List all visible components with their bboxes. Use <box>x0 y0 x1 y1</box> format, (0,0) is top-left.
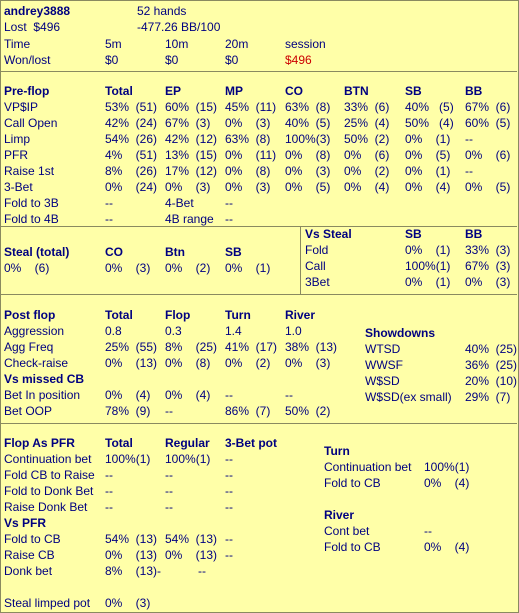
showdown-label: WTSD <box>365 342 401 356</box>
flop-pfr-col-regular: Regular <box>165 436 210 450</box>
fold-to-4bet-value: -- <box>105 212 113 226</box>
preflop-cell: 63% (8) <box>285 100 331 114</box>
preflop-row-label: PFR <box>4 148 28 162</box>
vs-pfr-title: Vs PFR <box>4 516 47 530</box>
preflop-cell: 60% (5) <box>465 116 511 130</box>
vs-steal-col-sb: SB <box>405 227 422 241</box>
postflop-cell: -- <box>165 404 173 418</box>
bb-rate: -477.26 BB/100 <box>137 20 221 34</box>
four-bet-value: -- <box>225 196 233 210</box>
preflop-cell: 0% (6) <box>465 148 511 162</box>
time-col-10m: 10m <box>165 37 189 51</box>
divider <box>1 71 517 72</box>
river-title: River <box>324 508 355 522</box>
vs-missed-cb-title: Vs missed CB <box>4 372 85 386</box>
flop-pfr-cell: -- <box>105 500 113 514</box>
vs-steal-sb: 0% (1) <box>405 275 451 289</box>
showdown-value: 40% (25) <box>465 342 518 356</box>
vs-steal-row-label: Fold <box>305 243 329 257</box>
preflop-row-label: VP$IP <box>4 100 39 114</box>
preflop-col-total: Total <box>105 84 133 98</box>
showdown-label: W$SD <box>365 374 400 388</box>
postflop-cell: -- <box>225 388 233 402</box>
preflop-cell: 0% (3) <box>285 164 331 178</box>
wonlost-session: $496 <box>285 53 312 67</box>
flop-pfr-title: Flop As PFR <box>4 436 75 450</box>
vs-steal-col-bb: BB <box>465 227 483 241</box>
showdown-value: 29% (7) <box>465 390 511 404</box>
preflop-cell: 0% (3) <box>225 180 271 194</box>
river-row-label: Fold to CB <box>324 540 381 554</box>
divider <box>300 226 301 294</box>
postflop-cell: 86% (7) <box>225 404 271 418</box>
vs-steal-title: Vs Steal <box>305 227 352 241</box>
preflop-row-label: Call Open <box>4 116 58 130</box>
flop-pfr-row-label: Fold to Donk Bet <box>4 484 94 498</box>
postflop-cell: 0% (8) <box>165 356 211 370</box>
showdown-value: 20% (10) <box>465 374 518 388</box>
time-col-session: session <box>285 37 326 51</box>
postflop-col-turn: Turn <box>225 308 251 322</box>
flop-pfr-cell: -- <box>165 500 173 514</box>
four-bet-label: 4-Bet <box>165 196 194 210</box>
wonlost-20m: $0 <box>225 53 239 67</box>
postflop-row-label: Aggression <box>4 324 65 338</box>
preflop-cell: 40% (5) <box>285 116 331 130</box>
postflop-row-label: Bet In position <box>4 388 81 402</box>
preflop-cell: -- <box>465 132 473 146</box>
preflop-cell: 0% (1) <box>405 164 451 178</box>
postflop-cell: 0% (3) <box>285 356 331 370</box>
vs-pfr-row-label: Donk bet <box>4 564 53 578</box>
flop-pfr-cell: -- <box>105 468 113 482</box>
steal-sb: 0% (1) <box>225 261 271 275</box>
flop-pfr-cell: -- <box>225 500 233 514</box>
postflop-cell: 38% (13) <box>285 340 338 354</box>
postflop-col-river: River <box>285 308 316 322</box>
postflop-cell: 0% (2) <box>225 356 271 370</box>
preflop-cell: 63% (8) <box>225 132 271 146</box>
vs-steal-bb: 33% (3) <box>465 243 511 257</box>
turn-row-value: 100%(1) <box>424 460 470 474</box>
player-name: andrey3888 <box>4 4 71 18</box>
turn-row-value: 0% (4) <box>424 476 470 490</box>
preflop-col-sb: SB <box>405 84 422 98</box>
postflop-row-label: Bet OOP <box>4 404 53 418</box>
lost-amount: Lost $496 <box>4 20 61 34</box>
preflop-row-label: Raise 1st <box>4 164 55 178</box>
showdown-label: W$SD(ex small) <box>365 390 452 404</box>
preflop-cell: 50% (4) <box>405 116 454 130</box>
fold-to-3bet-value: -- <box>105 196 113 210</box>
postflop-cell: 8% (25) <box>165 340 218 354</box>
flop-pfr-cell: -- <box>105 484 113 498</box>
divider <box>1 294 517 295</box>
preflop-cell: 0% (8) <box>285 148 331 162</box>
wonlost-10m: $0 <box>165 53 179 67</box>
four-bet-range-label: 4B range <box>165 212 214 226</box>
hands-count: 52 hands <box>137 4 187 18</box>
preflop-cell: 0% (3) <box>165 180 211 194</box>
flop-pfr-cell: -- <box>225 468 233 482</box>
postflop-row-label: Agg Freq <box>4 340 54 354</box>
preflop-cell: 0% (4) <box>405 180 451 194</box>
preflop-cell: 0% (5) <box>465 180 511 194</box>
preflop-col-ep: EP <box>165 84 182 98</box>
steal-col-btn: Btn <box>165 245 185 259</box>
preflop-cell: 0% (24) <box>105 180 158 194</box>
time-label: Time <box>4 37 31 51</box>
flop-pfr-cell: 100%(1) <box>165 452 211 466</box>
vs-steal-row-label: Call <box>305 259 326 273</box>
steal-col-co: CO <box>105 245 123 259</box>
vs-steal-sb: 0% (1) <box>405 243 451 257</box>
preflop-title: Pre-flop <box>4 84 50 98</box>
vs-pfr-cell: 54% (13) <box>165 532 218 546</box>
flop-pfr-row-label: Raise Donk Bet <box>4 500 88 514</box>
turn-title: Turn <box>324 444 350 458</box>
wonlost-5m: $0 <box>105 53 119 67</box>
showdowns-title: Showdowns <box>365 326 435 340</box>
preflop-cell: 50% (2) <box>344 132 390 146</box>
steal-total: 0% (6) <box>4 261 50 275</box>
time-col-5m: 5m <box>105 37 122 51</box>
flop-pfr-cell: -- <box>165 468 173 482</box>
preflop-row-label: Limp <box>4 132 31 146</box>
steal-col-sb: SB <box>225 245 242 259</box>
vs-steal-bb: 67% (3) <box>465 259 511 273</box>
turn-row-label: Fold to CB <box>324 476 381 490</box>
vs-steal-bb: 0% (3) <box>465 275 511 289</box>
four-bet-range-value: -- <box>225 212 233 226</box>
preflop-cell: 100%(3) <box>285 132 331 146</box>
postflop-cell: 41% (17) <box>225 340 278 354</box>
flop-pfr-col-3bet-pot: 3-Bet pot <box>225 436 277 450</box>
time-col-20m: 20m <box>225 37 249 51</box>
postflop-cell: 25% (55) <box>105 340 158 354</box>
vs-pfr-row-label: Fold to CB <box>4 532 61 546</box>
steal-limped-pot-value: 0% (3) <box>105 596 151 610</box>
postflop-cell: 78% (9) <box>105 404 151 418</box>
preflop-cell: 45% (11) <box>225 100 277 114</box>
preflop-cell: 42% (12) <box>165 132 218 146</box>
postflop-col-total: Total <box>105 308 133 322</box>
vs-pfr-cell: -- <box>225 532 233 546</box>
turn-row-label: Continuation bet <box>324 460 412 474</box>
river-row-value: -- <box>424 524 432 538</box>
preflop-cell: 0% (3) <box>225 116 271 130</box>
postflop-cell: 0% (4) <box>165 388 211 402</box>
divider <box>1 226 517 227</box>
preflop-cell: 0% (6) <box>344 148 390 162</box>
preflop-col-btn: BTN <box>344 84 369 98</box>
flop-pfr-cell: 100%(1) <box>105 452 151 466</box>
preflop-cell: 25% (4) <box>344 116 390 130</box>
flop-pfr-col-total: Total <box>105 436 133 450</box>
steal-limped-pot-label: Steal limped pot <box>4 596 91 610</box>
flop-pfr-cell: -- <box>225 484 233 498</box>
postflop-cell: 0.8 <box>105 324 122 338</box>
preflop-cell: 0% (11) <box>225 148 277 162</box>
postflop-cell: 1.0 <box>285 324 302 338</box>
fold-to-4bet-label: Fold to 4B <box>4 212 59 226</box>
postflop-cell: 0% (13) <box>105 356 158 370</box>
river-row-label: Cont bet <box>324 524 370 538</box>
postflop-title: Post flop <box>4 308 56 322</box>
preflop-cell: 0% (8) <box>225 164 271 178</box>
postflop-cell: -- <box>285 388 293 402</box>
postflop-cell: 50% (2) <box>285 404 331 418</box>
postflop-col-flop: Flop <box>165 308 191 322</box>
preflop-cell: 4% (51) <box>105 148 158 162</box>
preflop-cell: 67% (3) <box>165 116 211 130</box>
preflop-cell: -- <box>465 164 473 178</box>
showdown-label: WWSF <box>365 358 403 372</box>
steal-btn: 0% (2) <box>165 261 211 275</box>
preflop-row-label: 3-Bet <box>4 180 33 194</box>
postflop-cell: 0% (4) <box>105 388 151 402</box>
fold-to-3bet-label: Fold to 3B <box>4 196 59 210</box>
flop-pfr-cell: -- <box>225 452 233 466</box>
steal-title: Steal (total) <box>4 245 70 259</box>
preflop-cell: 67% (6) <box>465 100 511 114</box>
preflop-cell: 0% (4) <box>344 180 390 194</box>
preflop-cell: 0% (5) <box>405 148 451 162</box>
flop-pfr-row-label: Fold CB to Raise <box>4 468 95 482</box>
preflop-cell: 60% (15) <box>165 100 218 114</box>
river-row-value: 0% (4) <box>424 540 470 554</box>
postflop-cell: 0.3 <box>165 324 182 338</box>
vs-pfr-cell: 8% (13)- <box>105 564 162 578</box>
vs-pfr-cell: -- <box>198 564 206 578</box>
steal-co: 0% (3) <box>105 261 151 275</box>
preflop-cell: 17% (12) <box>165 164 218 178</box>
wonlost-label: Won/lost <box>4 53 51 67</box>
preflop-cell: 8% (26) <box>105 164 158 178</box>
vs-pfr-cell: 54% (13) <box>105 532 158 546</box>
vs-steal-sb: 100%(1) <box>405 259 451 273</box>
postflop-cell: 1.4 <box>225 324 242 338</box>
preflop-cell: 42% (24) <box>105 116 158 130</box>
flop-pfr-cell: -- <box>165 484 173 498</box>
preflop-col-bb: BB <box>465 84 483 98</box>
preflop-cell: 0% (1) <box>405 132 451 146</box>
vs-pfr-cell: -- <box>225 548 233 562</box>
preflop-cell: 53% (51) <box>105 100 158 114</box>
divider <box>1 423 517 424</box>
preflop-cell: 0% (5) <box>285 180 331 194</box>
vs-pfr-cell: 0% (13) <box>165 548 218 562</box>
showdown-value: 36% (25) <box>465 358 518 372</box>
flop-pfr-row-label: Continuation bet <box>4 452 92 466</box>
preflop-cell: 54% (26) <box>105 132 158 146</box>
vs-pfr-row-label: Raise CB <box>4 548 55 562</box>
preflop-cell: 40% (5) <box>405 100 454 114</box>
preflop-col-co: CO <box>285 84 303 98</box>
vs-pfr-cell: 0% (13) <box>105 548 158 562</box>
preflop-cell: 33% (6) <box>344 100 390 114</box>
preflop-col-mp: MP <box>225 84 243 98</box>
postflop-row-label: Check-raise <box>4 356 69 370</box>
preflop-cell: 13% (15) <box>165 148 218 162</box>
vs-steal-row-label: 3Bet <box>305 275 330 289</box>
preflop-cell: 0% (2) <box>344 164 390 178</box>
